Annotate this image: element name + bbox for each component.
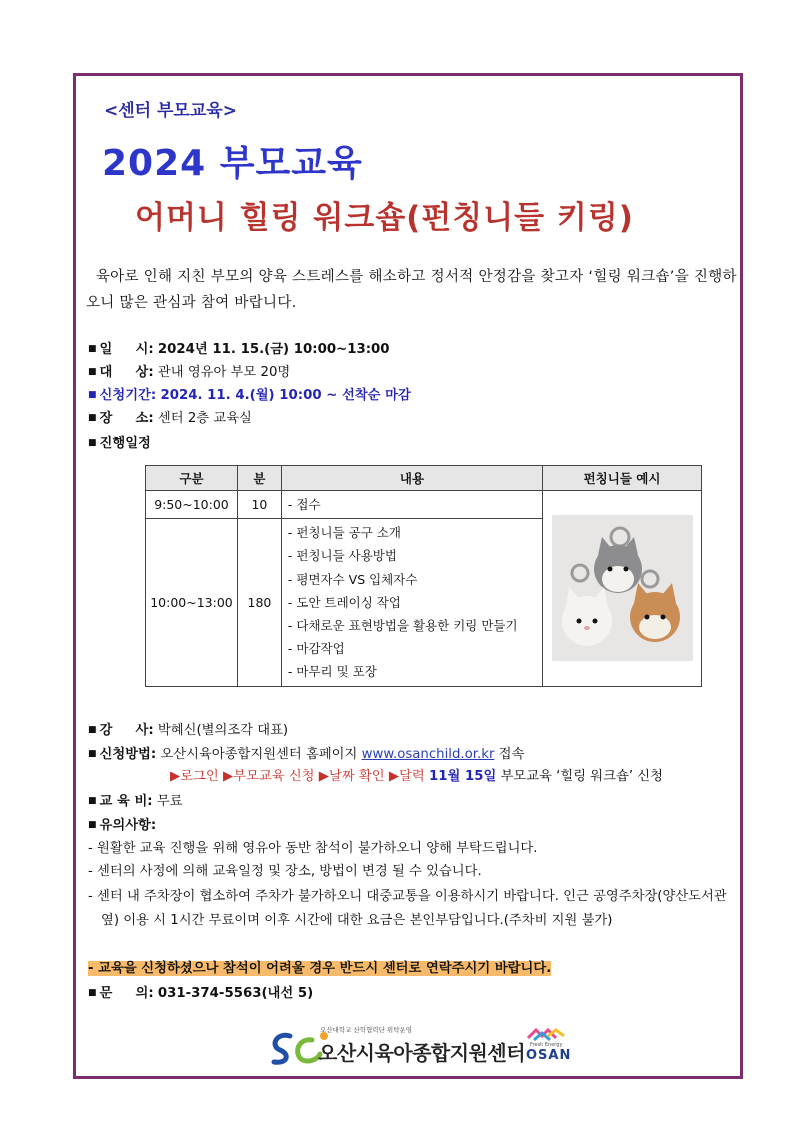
info-apply: ■ 신청방법: 오산시육아종합지원센터 홈페이지 www.osanchild.or.kr 접속 bbox=[88, 747, 525, 762]
row1-content: - 접수 bbox=[281, 491, 542, 519]
col-header-content: 내용 bbox=[281, 466, 542, 491]
table-row bbox=[146, 491, 702, 519]
event-title: 어머니 힐링 워크숍(펀칭니들 키링) bbox=[135, 200, 634, 236]
row2-time: 10:00~13:00 bbox=[146, 519, 238, 686]
list-item: - 평면자수 VS 입체자수 bbox=[287, 571, 418, 587]
info-schedule-label: ■ 진행일정 bbox=[88, 436, 151, 451]
info-place: ■ 장 소: 센터 2층 교육실 bbox=[88, 411, 252, 426]
keyring-photo bbox=[552, 515, 693, 661]
osan-logo-icon bbox=[526, 1028, 566, 1042]
list-item: - 펀칭니들 사용방법 bbox=[287, 548, 397, 564]
city-name: OSAN bbox=[526, 1048, 572, 1063]
info-contact: ■ 문 의: 031-374-5563(내선 5) bbox=[88, 986, 314, 1001]
note-item: - 센터 내 주차장이 협소하여 주차가 불가하오니 대중교통을 이용하시기 바랍니다. 인근 공영주차장(양산도서관 옆) 이용 시 1시간 무료이며 이후 시간에 대한 요금은 본인부담입니다.(주차비 지원 불가) bbox=[88, 889, 727, 928]
schedule-header-row bbox=[146, 466, 702, 491]
example-photo-cell bbox=[543, 491, 702, 687]
homepage-link[interactable]: www.osanchild.or.kr bbox=[361, 747, 495, 762]
col-header-section: 구분 bbox=[146, 466, 238, 491]
row2-content bbox=[281, 519, 542, 686]
info-target: ■ 대 상: 관내 영유아 부모 20명 bbox=[88, 365, 291, 380]
intro-text: 육아로 인해 지친 부모의 양육 스트레스를 해소하고 정서적 안정감을 찾고자 ‘힐링 워크숍’을 진행하오니 많은 관심과 참여 바랍니다. bbox=[86, 269, 737, 311]
list-item: - 펀칭니들 공구 소개 bbox=[287, 525, 401, 541]
city-slogan: Fresh Energy bbox=[530, 1042, 563, 1048]
list-item: - 도안 트레이싱 작업 bbox=[287, 594, 401, 610]
info-notes-label: ■ 유의사항: bbox=[88, 818, 157, 833]
schedule-table bbox=[145, 465, 702, 687]
apply-steps: ▶로그인 ▶부모교육 신청 ▶날짜 확인 ▶달력 11월 15일 부모교육 ‘힐링 워크숍’ 신청 bbox=[170, 769, 663, 784]
org-subtitle: 오산대학교 산학협력단 위탁운영 bbox=[320, 1026, 413, 1034]
list-item: - 다채로운 표현방법을 활용한 키링 만들기 bbox=[287, 618, 518, 634]
note-item: - 원활한 교육 진행을 위해 영유아 동반 참석이 불가하오니 양해 부탁드립니다. bbox=[88, 841, 538, 856]
note-highlight: - 교육을 신청하셨으나 참석이 어려울 경우 반드시 센터로 연락주시기 바랍니다. bbox=[88, 961, 552, 976]
note-item: - 센터의 사정에 의해 교육일정 및 장소, 방법이 변경 될 수 있습니다. bbox=[88, 864, 482, 879]
col-header-example: 펀칭니들 예시 bbox=[543, 466, 702, 491]
col-header-minutes: 분 bbox=[237, 466, 281, 491]
info-fee: ■ 교 육 비: 무료 bbox=[88, 794, 183, 809]
category-heading: <센터 부모교육> bbox=[104, 101, 237, 121]
row1-minutes: 10 bbox=[237, 491, 281, 519]
org-name: 오산시육아종합지원센터 bbox=[318, 1041, 526, 1065]
row1-time: 9:50~10:00 bbox=[146, 491, 238, 519]
list-item: - 마무리 및 포장 bbox=[287, 664, 377, 680]
list-item: - 마감작업 bbox=[287, 641, 345, 657]
page-title: 2024 부모교육 bbox=[102, 143, 363, 184]
row2-minutes: 180 bbox=[237, 519, 281, 686]
info-period: ■ 신청기간: 2024. 11. 4.(월) 10:00 ~ 선착순 마감 bbox=[88, 388, 411, 403]
info-date: ■ 일 시: 2024년 11. 15.(금) 10:00~13:00 bbox=[88, 342, 390, 357]
info-teacher: ■ 강 사: 박혜신(별의조각 대표) bbox=[88, 723, 289, 738]
